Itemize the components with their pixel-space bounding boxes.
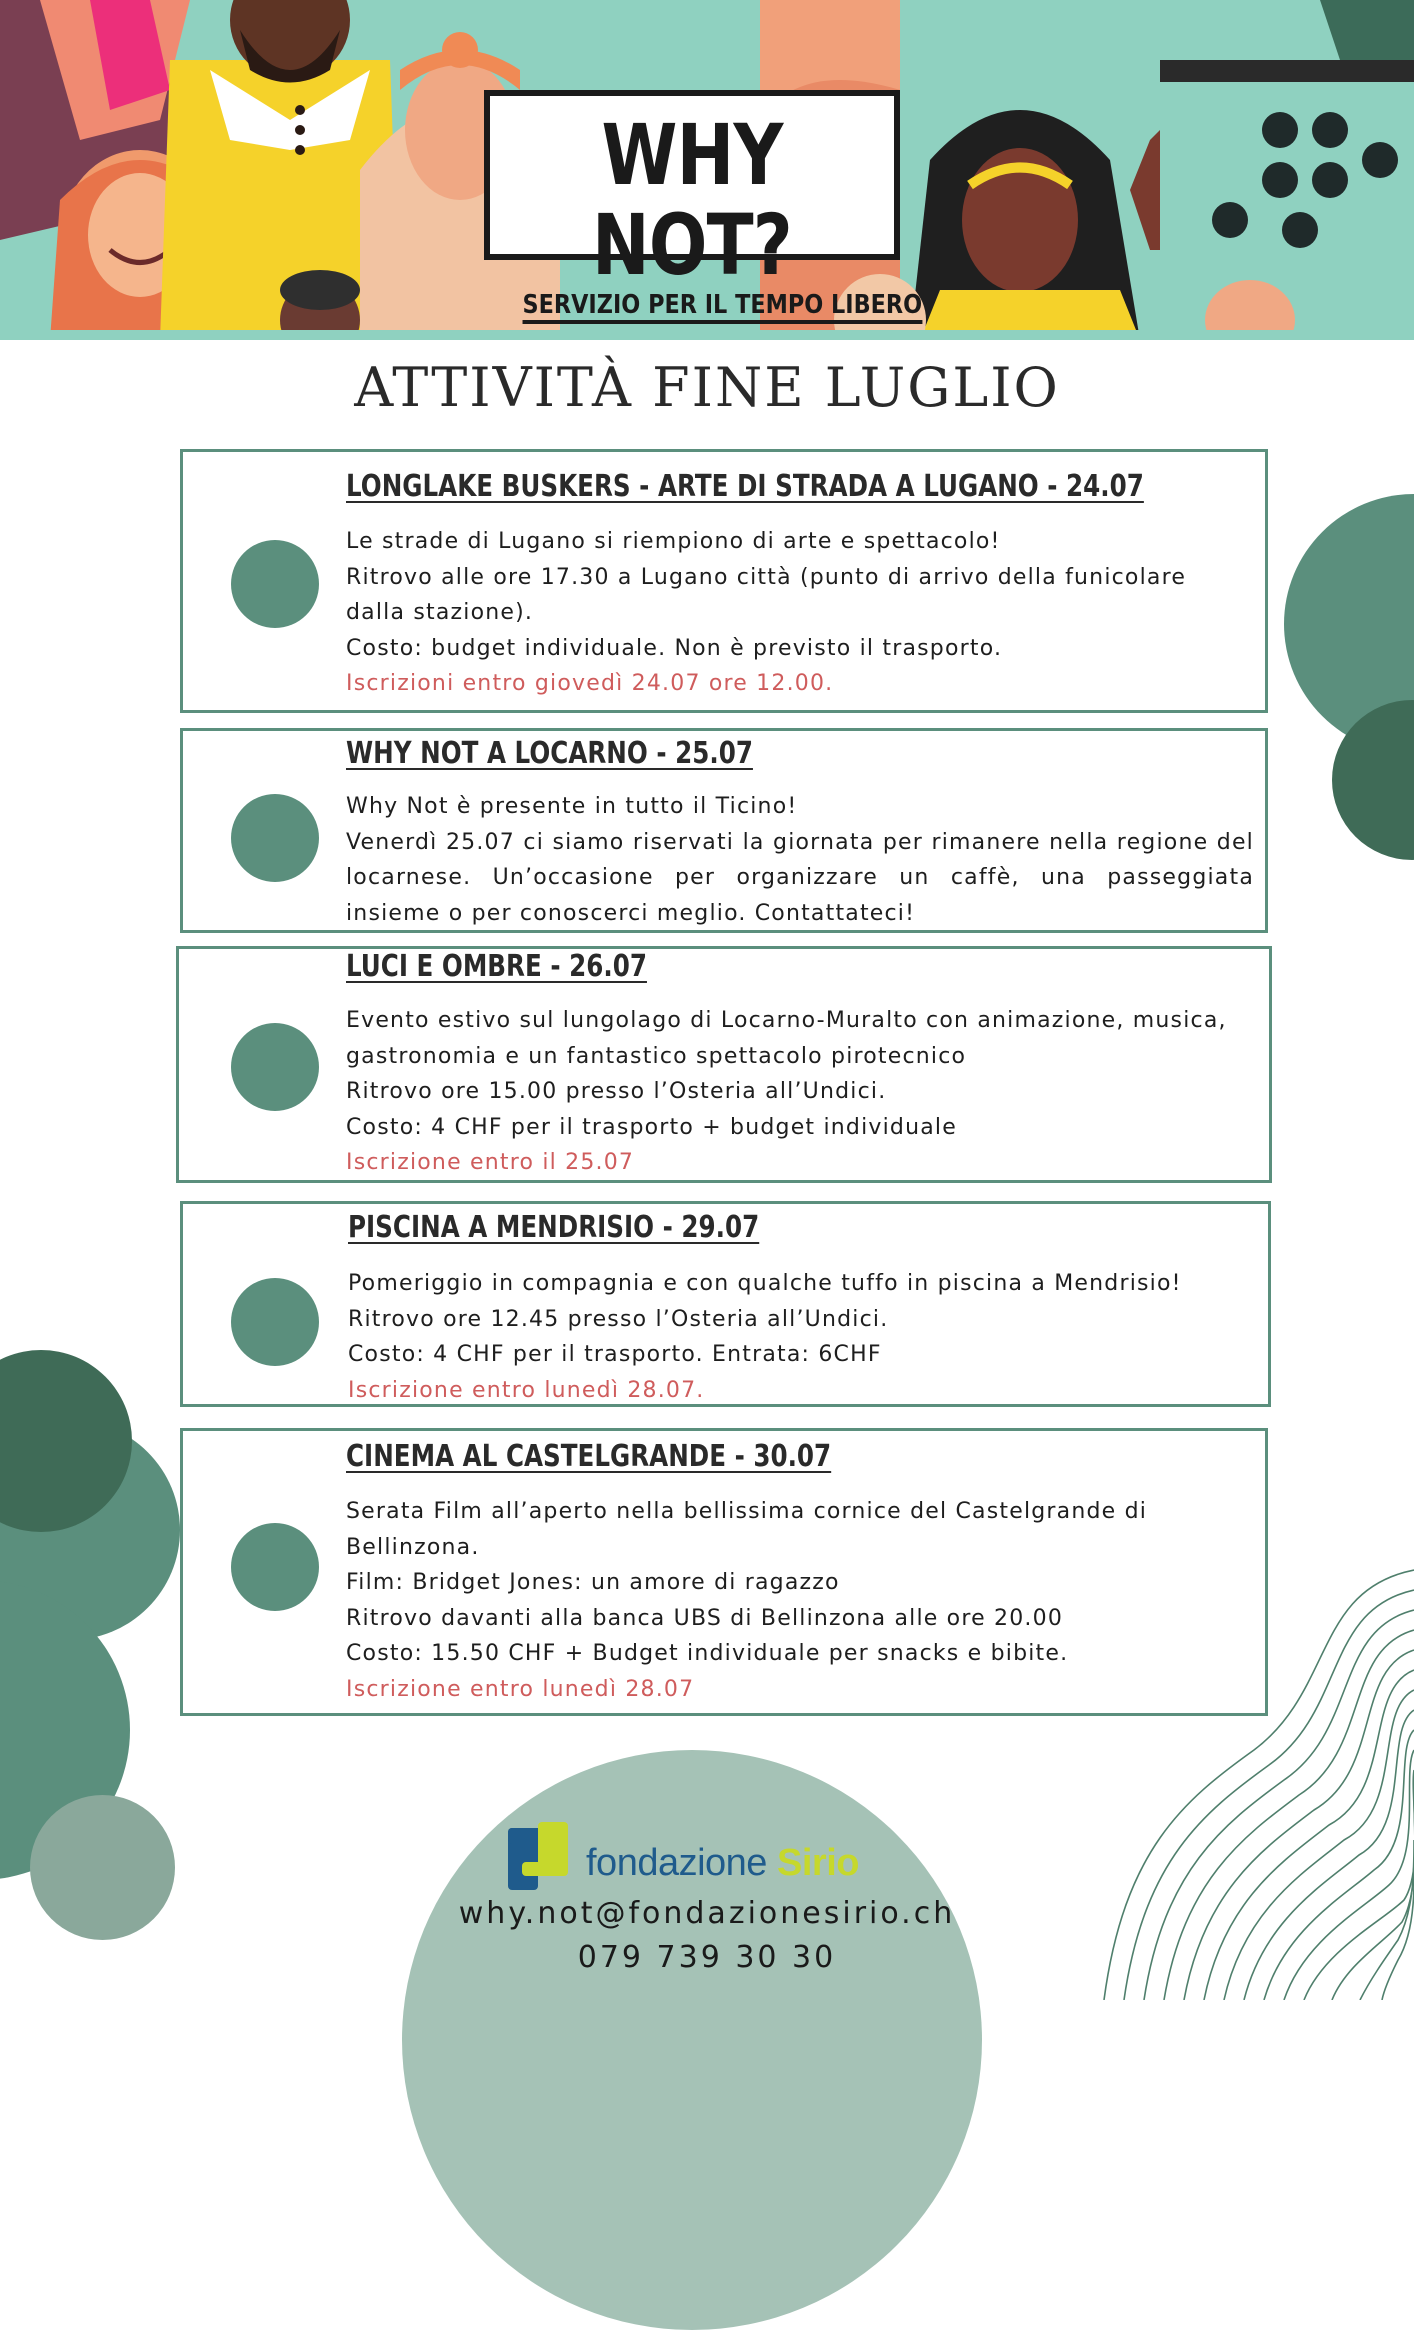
contact-phone[interactable]: 079 739 30 30 <box>577 1940 837 1975</box>
why-not-logo <box>484 90 923 320</box>
activity-line: Film: Bridget Jones: un amore di ragazzo <box>346 1570 840 1595</box>
logo-subtitle: SERVIZIO PER IL TEMPO LIBERO <box>523 290 923 324</box>
activity-line: Costo: budget individuale. Non è previsto il trasporto. <box>346 635 1003 661</box>
activity-line: Venerdì 25.07 ci siamo riservati la giornata per rimanere nella regione del locarnese. Un’occasione per organizzare un caffè, una passeggiata insieme o per conoscerci meglio. Contattateci! <box>346 829 1254 926</box>
bullet-circle <box>231 794 319 882</box>
activity-title: PISCINA A MENDRISIO - 29.07 <box>348 1210 760 1245</box>
activity-line: Serata Film all’aperto nella bellissima cornice del Castelgrande di Bellinzona. <box>346 1499 1148 1560</box>
activity-line: Pomeriggio in compagnia e con qualche tuffo in piscina a Mendrisio! <box>348 1271 1182 1296</box>
bullet-circle <box>231 1278 319 1366</box>
registration-deadline: Iscrizione entro lunedì 28.07 <box>346 1676 695 1702</box>
page-title: ATTIVITÀ FINE LUGLIO <box>354 356 1060 419</box>
bullet-circle <box>231 540 319 628</box>
activity-title: LUCI E OMBRE - 26.07 <box>346 949 647 984</box>
logo-title: WHY NOT? <box>592 106 792 294</box>
activity-card-cinema-castelgrande <box>180 1428 1268 1716</box>
org-name: Sirio <box>777 1842 859 1884</box>
activity-line: Ritrovo davanti alla banca UBS di Bellinzona alle ore 20.00 <box>346 1605 1064 1631</box>
contact-email[interactable]: why.not@fondazionesirio.ch <box>458 1896 956 1931</box>
registration-deadline: Iscrizioni entro giovedì 24.07 ore 12.00. <box>346 671 834 696</box>
activity-description <box>346 789 1254 931</box>
activity-title: CINEMA AL CASTELGRANDE - 30.07 <box>346 1439 832 1474</box>
registration-deadline: Iscrizione entro lunedì 28.07. <box>348 1377 705 1403</box>
activity-line: Costo: 4 CHF per il trasporto. Entrata: 6CHF <box>348 1342 882 1367</box>
activity-line: Evento estivo sul lungolago di Locarno-Muralto con animazione, musica, gastronomia e un fantastico spettacolo pirotecnico <box>346 1008 1227 1069</box>
activity-description <box>346 1494 1246 1707</box>
activity-card-piscina-mendrisio <box>180 1201 1271 1407</box>
bullet-circle <box>231 1523 319 1611</box>
activity-card-luci-e-ombre <box>176 946 1272 1183</box>
activity-description <box>348 1266 1268 1408</box>
sirio-wordmark <box>586 1842 859 1885</box>
activity-description <box>346 1003 1236 1181</box>
bullet-circle <box>231 1023 319 1111</box>
activity-line: Ritrovo alle ore 17.30 a Lugano città (punto di arrivo della funicolare dalla stazione). <box>346 564 1187 625</box>
activity-title: LONGLAKE BUSKERS - ARTE DI STRADA A LUGANO - 24.07 <box>346 469 1144 504</box>
registration-deadline: Iscrizione entro il 25.07 <box>346 1150 635 1175</box>
activity-description <box>346 524 1246 702</box>
sirio-mark-icon <box>508 1822 578 1892</box>
activity-line: Why Not è presente in tutto il Ticino! <box>346 794 798 819</box>
activity-line: Costo: 15.50 CHF + Budget individuale per snacks e bibite. <box>346 1641 1069 1666</box>
activity-card-why-not-locarno <box>180 728 1268 933</box>
activity-line: Costo: 4 CHF per il trasporto + budget individuale <box>346 1114 957 1140</box>
activity-line: Ritrovo ore 12.45 presso l’Osteria all’Undici. <box>348 1306 889 1332</box>
activity-line: Le strade di Lugano si riempiono di arte e spettacolo! <box>346 529 1001 554</box>
org-prefix: fondazione <box>586 1842 767 1884</box>
activity-card-longlake-buskers <box>180 449 1268 713</box>
fondazione-sirio-logo <box>508 1822 888 1892</box>
activity-line: Ritrovo ore 15.00 presso l’Osteria all’Undici. <box>346 1079 887 1104</box>
activity-title: WHY NOT A LOCARNO - 25.07 <box>346 736 753 771</box>
header-banner <box>0 0 1414 340</box>
